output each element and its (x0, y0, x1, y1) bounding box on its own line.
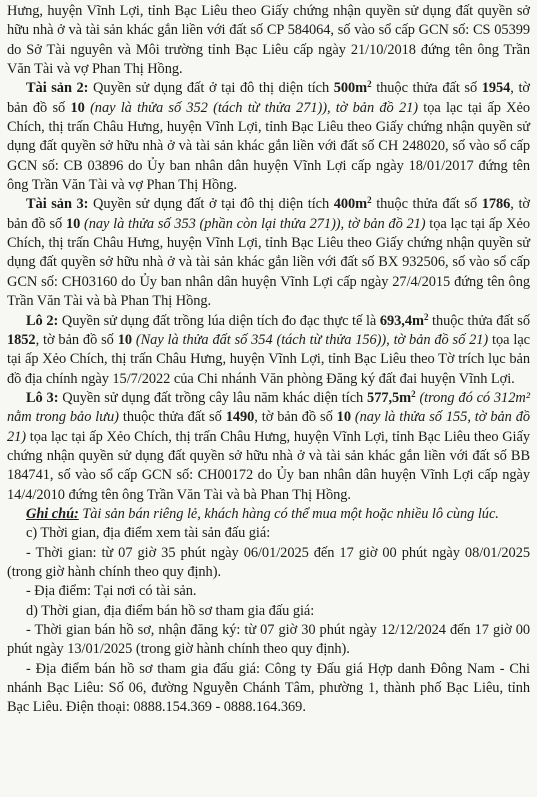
viewing-place: - Địa điểm: Tại nơi có tài sản. (26, 583, 197, 600)
asset-2-parcel: 1954 (481, 80, 511, 97)
asset-3-text: , tờ bản đồ số (7, 196, 530, 232)
paragraph-lot-3 (7, 389, 530, 505)
lot-3-sheet: 10 (336, 409, 351, 426)
asset-3-text: thuộc thửa đất số (371, 196, 482, 213)
heading-viewing: c) Thời gian, địa điểm xem tài sản đấu giá: (26, 525, 271, 542)
note-label: Ghi chú: (26, 505, 79, 522)
asset-3-note: (nay là thửa số 353 (phần còn lại thửa 271)), tờ bản đồ 21) (84, 215, 426, 232)
paragraph-asset-2 (7, 79, 530, 195)
note-text: Tài sản bán riêng lẻ, khách hàng có thể mua một hoặc nhiều lô cùng lúc. (78, 505, 499, 522)
lot-3-label: Lô 3: (26, 389, 59, 406)
paragraph-asset-3 (7, 195, 530, 311)
lot-2-parcel: 1852 (7, 331, 36, 348)
asset-2-text: thuộc thửa đất số (371, 80, 482, 97)
lot-2-text: tọa lạc tại ấp Xẻo Chích, thị trấn Châu Hưng, huyện Vĩnh Lợi, tỉnh Bạc Liêu theo Tờ trích lục bản đồ địa chính ngày 15/7/2022 của Chi nhánh Văn phòng Đăng ký đất đai huyện Vĩnh Lợi. (7, 331, 530, 387)
lot-2-note: (Nay là thửa đất số 354 (tách từ thửa 156)), tờ bản đồ số 21) (135, 331, 489, 348)
asset-3-label: Tài sản 3: (26, 196, 89, 213)
asset-3-sheet: 10 (65, 215, 81, 232)
dossier-sale-place: - Địa điểm bán hồ sơ tham gia đấu giá: Công ty Đấu giá Hợp danh Đông Nam - Chi nhánh Bạc Liêu: Số 06, đường Nguyễn Chánh Tâm, phường 1, thành phố Bạc Liêu, tỉnh Bạc Liêu. Điện thoại: 0888.154.369 - 0888.164.369. (7, 660, 530, 716)
lot-3-text: Quyền sử dụng đất trồng cây lâu năm khác diện tích (58, 389, 368, 406)
lot-3-parcel: 1490 (225, 409, 255, 426)
lot-2-text: thuộc thửa đất số (428, 312, 530, 329)
asset-3-text: tọa lạc tại ấp Xẻo Chích, thị trấn Châu Hưng, huyện Vĩnh Lợi, tỉnh Bạc Liêu theo Giấy chứng nhận quyền sử dụng đất quyền sở hữu nhà ở và tài sản khác gắn liền với đất số BX 932506, số vào sổ cấp GCN số: CH03160 do Ủy ban nhân dân huyện Vĩnh Lợi cấp ngày 27/4/2015 đứng tên ông Trần Văn Tài và bà Phan Thị Hồng. (7, 215, 530, 310)
lot-3-text: tọa lạc tại ấp Xẻo Chích, thị trấn Châu Hưng, huyện Vĩnh Lợi, tỉnh Bạc Liêu theo Giấy chứng nhận quyền sử dụng đất quyền sở hữu nhà ở và tài sản khác gắn liền với đất số BB 184741, số vào sổ cấp GCN số: CH00172 do Ủy ban nhân dân huyện Vĩnh Lợi cấp ngày 14/4/2010 đứng tên ông Trần Văn Tài và bà Phan Thị Hồng. (7, 428, 530, 503)
paragraph-lot-2 (7, 312, 530, 389)
asset-2-area: $500m^2$ (333, 79, 372, 97)
lot-3-text: , tờ bản đồ số (254, 409, 337, 426)
heading-dossier-sale: d) Thời gian, địa điểm bán hồ sơ tham gia đấu giá: (26, 602, 315, 619)
lot-2-text: , tờ bản đồ số (35, 331, 118, 348)
lot-2-sheet: 10 (117, 331, 132, 348)
lot-2-text: Quyền sử dụng đất trồng lúa diện tích đo đạc thực tế là (58, 312, 380, 329)
asset-2-text: Quyền sử dụng đất ở tại đô thị diện tích (88, 80, 334, 97)
viewing-time: - Thời gian: từ 07 giờ 35 phút ngày 06/01/2025 đến 17 giờ 00 phút ngày 08/01/2025 (trong giờ hành chính theo quy định). (7, 544, 530, 580)
asset-2-text: tọa lạc tại ấp Xẻo Chích, thị trấn Châu Hưng, huyện Vĩnh Lợi, tỉnh Bạc Liêu theo Giấy chứng nhận quyền sử dụng đất quyền sở hữu nhà ở và tài sản khác gắn liền với đất số CH 248020, số vào sổ cấp GCN số: CB 03896 do Ủy ban nhân dân huyện Vĩnh Lợi cấp ngày 18/01/2017 đứng tên ông Trần Văn Tài và vợ Phan Thị Hồng. (7, 99, 530, 194)
asset-2-text: , tờ bản đồ số (7, 80, 530, 116)
lot-3-note: (nay là thửa số 155, tờ bản đồ 21) (7, 409, 530, 445)
asset-3-text: Quyền sử dụng đất ở tại đô thị diện tích (88, 196, 334, 213)
lot-3-area: $577,5m^2$ (367, 388, 416, 406)
lot-3-text: thuộc thửa đất số (118, 409, 226, 426)
asset-2-sheet: 10 (70, 99, 85, 116)
dossier-sale-time: - Thời gian bán hồ sơ, nhận đăng ký: từ 07 giờ 30 phút ngày 12/12/2024 đến 17 giờ 00 phút ngày 13/01/2025 (trong giờ hành chính theo quy định). (7, 622, 530, 658)
asset-3-parcel: 1786 (481, 196, 511, 213)
lot-3-note-reserve: (trong đó có 312m² nằm trong bảo lưu) (7, 389, 530, 426)
paragraph-continuation: Hưng, huyện Vĩnh Lợi, tỉnh Bạc Liêu theo Giấy chứng nhận quyền sử dụng đất quyền sở hữu nhà ở và tài sản khác gắn liền với đất số CP 584064, số vào sổ cấp GCN số: CS 05399 do Sở Tài nguyên và Môi trường tỉnh Bạc Liêu cấp ngày 21/10/2018 đứng tên ông Trần Văn Tài và vợ Phan Thị Hồng. (7, 3, 530, 78)
asset-2-label: Tài sản 2: (26, 80, 89, 97)
asset-3-area: $400m^2$ (333, 195, 372, 213)
lot-2-label: Lô 2: (26, 312, 59, 329)
paragraph-note (7, 505, 530, 524)
lot-2-area: $693,4m^2$ (379, 311, 429, 329)
asset-2-note: (nay là thửa số 352 (tách từ thửa 271)), tờ bản đồ 21) (90, 99, 418, 116)
